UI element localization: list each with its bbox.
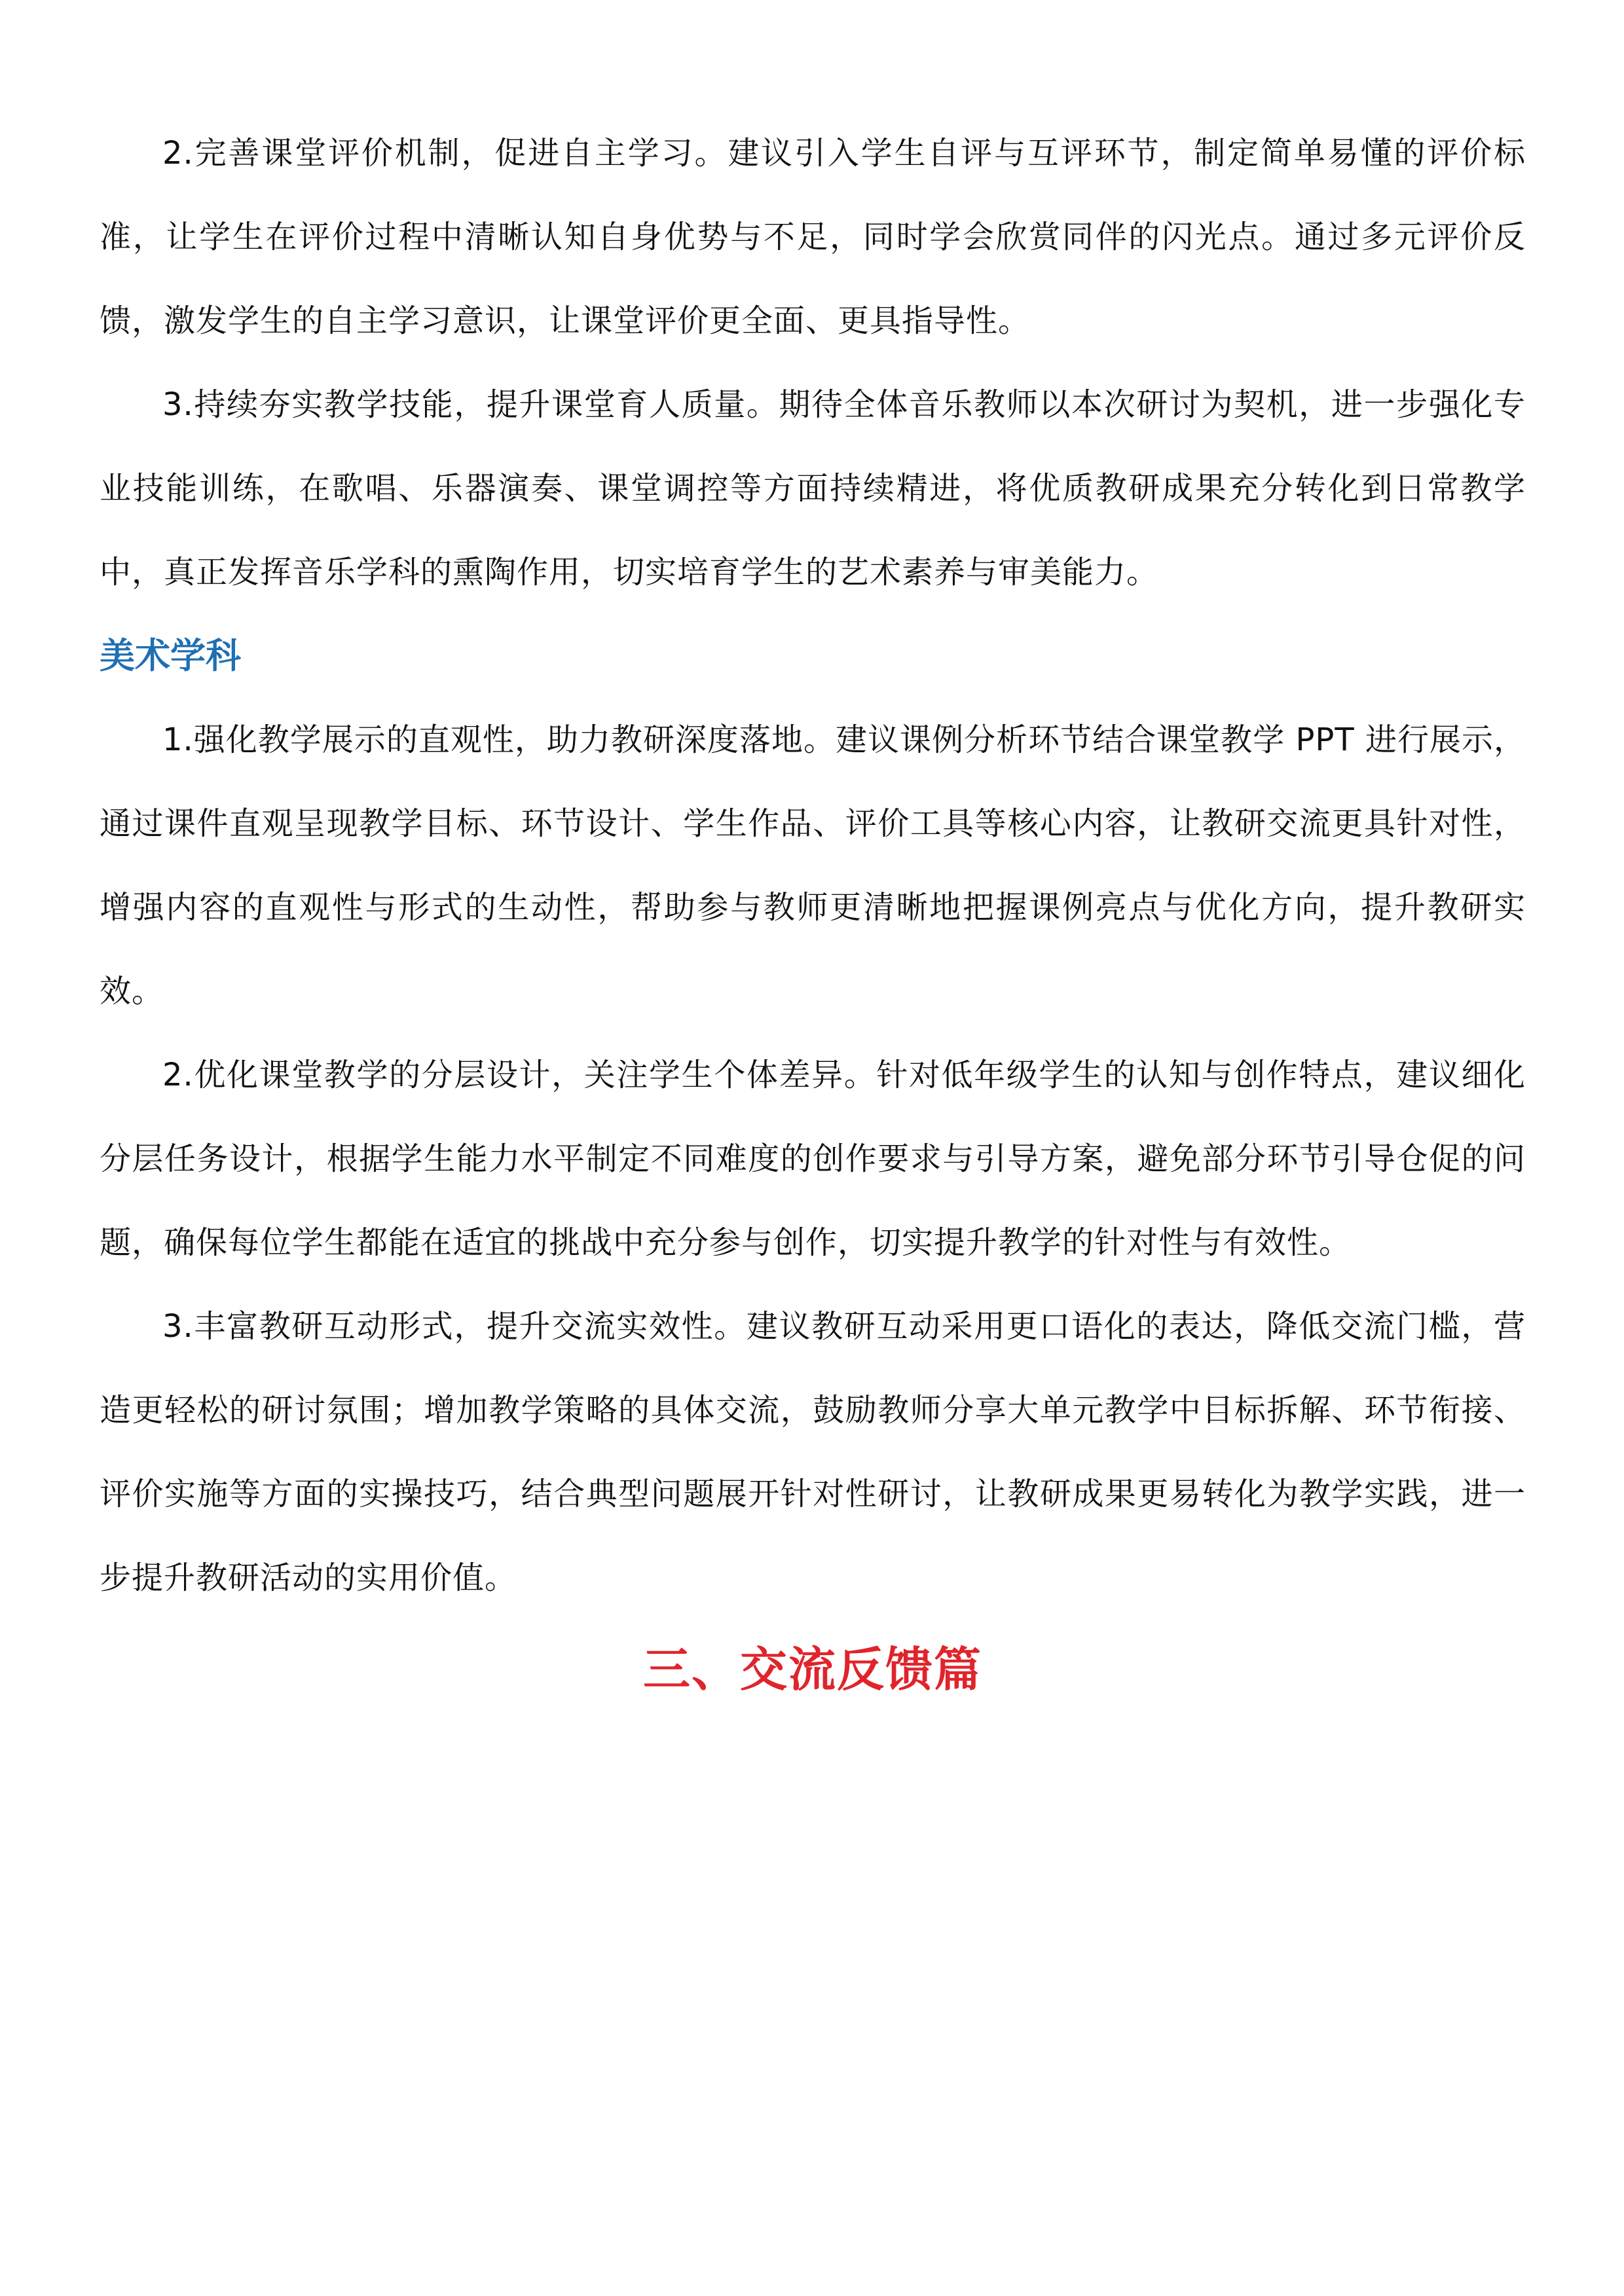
chapter-title: 三、交流反馈篇	[642, 1641, 982, 1697]
music-paragraph-3: 3.持续夯实教学技能，提升课堂育人质量。期待全体音乐教师以本次研讨为契机，进一步强化专业技能训练，在歌唱、乐器演奏、课堂调控等方面持续精进，将优质教研成果充分转化到日常教学中，真正发挥音乐学科的熏陶作用，切实培育学生的艺术素养与审美能力。	[100, 386, 1526, 591]
art-paragraph-3: 3.丰富教研互动形式，提升交流实效性。建议教研互动采用更口语化的表达，降低交流门槛，营造更轻松的研讨氛围；增加教学策略的具体交流，鼓励教师分享大单元教学中目标拆解、环节衔接、评价实施等方面的实操技巧，结合典型问题展开针对性研讨，让教研成果更易转化为教学实践，进一步提升教研活动的实用价值。	[100, 1308, 1526, 1596]
art-section-heading: 美术学科	[100, 635, 241, 676]
art-paragraph-1: 1.强化教学展示的直观性，助力教研深度落地。建议课例分析环节结合课堂教学 PPT 进行展示，通过课件直观呈现教学目标、环节设计、学生作品、评价工具等核心内容，让教研交流更具针对性，增强内容的直观性与形式的生动性，帮助参与教师更清晰地把握课例亮点与优化方向，提升教研实效。	[100, 721, 1526, 1010]
art-paragraph-2: 2.优化课堂教学的分层设计，关注学生个体差异。针对低年级学生的认知与创作特点，建议细化分层任务设计，根据学生能力水平制定不同难度的创作要求与引导方案，避免部分环节引导仓促的问题，确保每位学生都能在适宜的挑战中充分参与创作，切实提升教学的针对性与有效性。	[100, 1057, 1526, 1261]
music-paragraph-2: 2.完善课堂评价机制，促进自主学习。建议引入学生自评与互评环节，制定简单易懂的评价标准，让学生在评价过程中清晰认知自身优势与不足，同时学会欣赏同伴的闪光点。通过多元评价反馈，激发学生的自主学习意识，让课堂评价更全面、更具指导性。	[100, 135, 1526, 339]
document-body	[100, 111, 1526, 1715]
